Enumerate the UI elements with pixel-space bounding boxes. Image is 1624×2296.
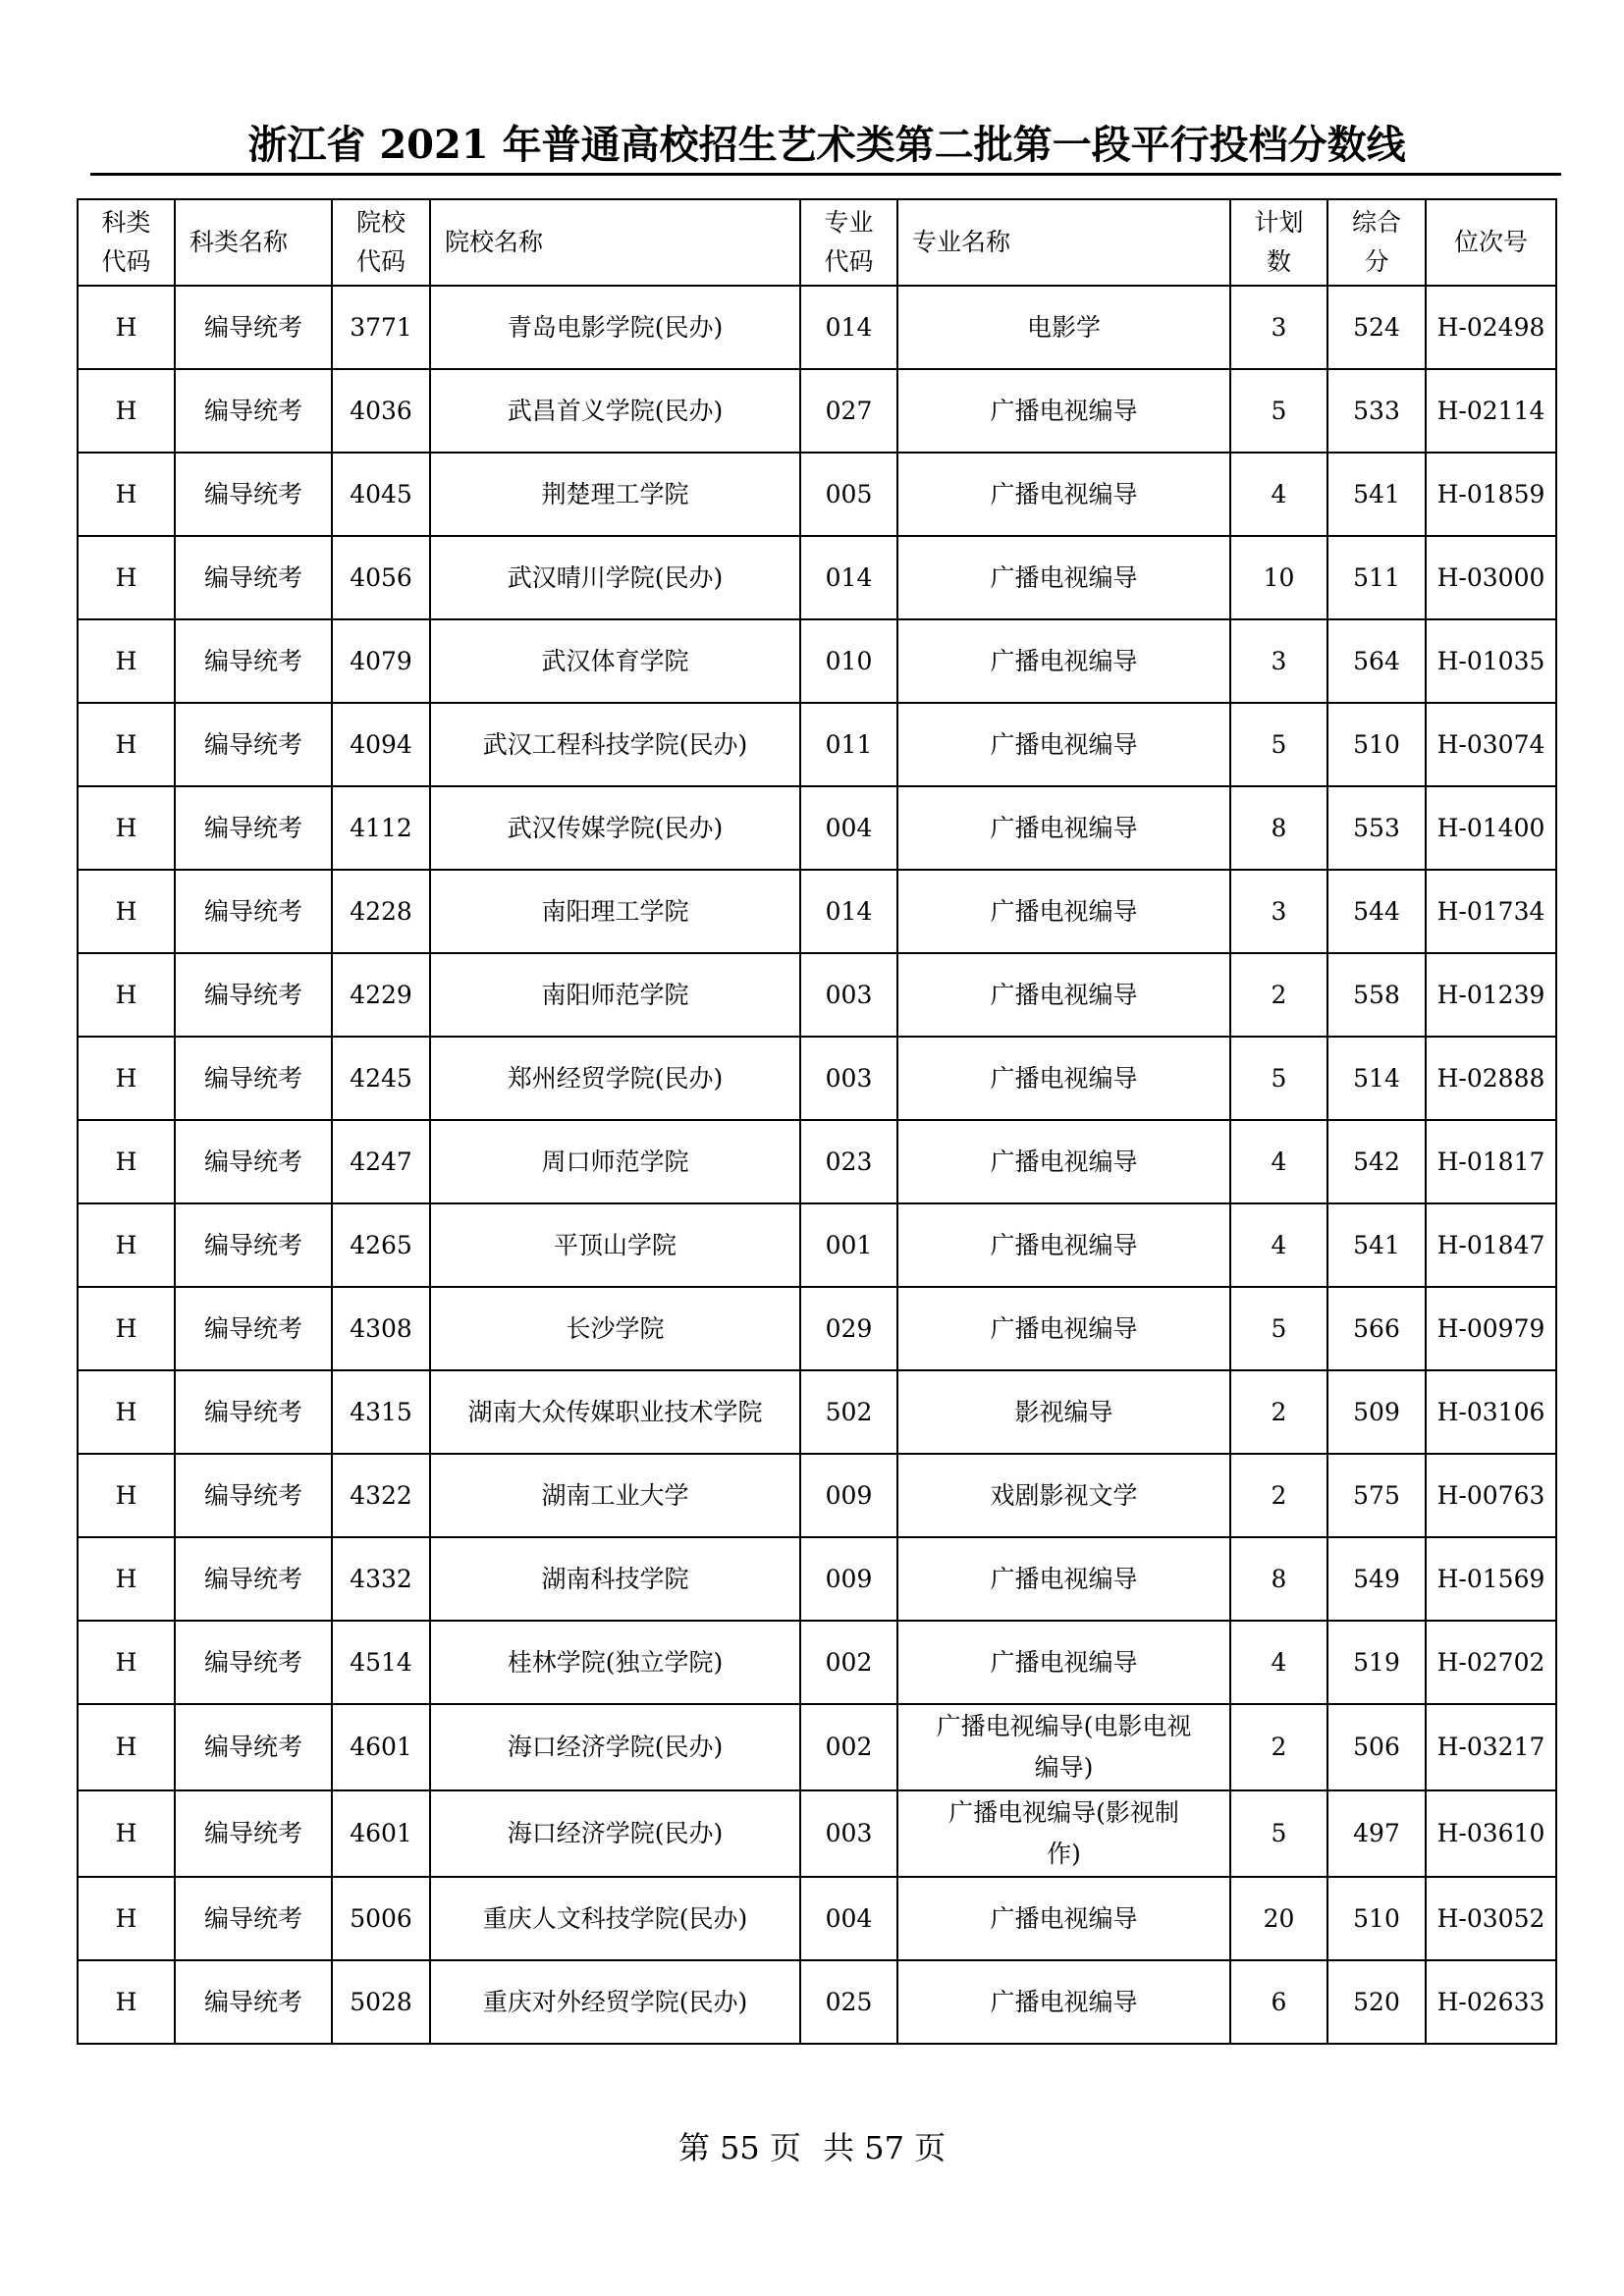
cell-total-score: 553 [1327, 786, 1426, 870]
cell-school-code: 4247 [332, 1120, 430, 1203]
cell-category-code: H [78, 286, 175, 369]
table-row [78, 786, 1556, 870]
cell-rank: H-03000 [1426, 536, 1556, 619]
cell-major-code: 009 [800, 1454, 897, 1537]
table-body [78, 286, 1556, 2044]
cell-major-name: 广播电视编导 [897, 369, 1230, 453]
cell-major-name: 广播电视编导 [897, 1621, 1230, 1704]
cell-category-code: H [78, 953, 175, 1037]
cell-school-name: 武昌首义学院(民办) [430, 369, 800, 453]
cell-school-name: 武汉体育学院 [430, 619, 800, 703]
cell-category-name: 编导统考 [175, 1790, 332, 1877]
cell-rank: H-01239 [1426, 953, 1556, 1037]
cell-school-code: 4112 [332, 786, 430, 870]
table-row [78, 1537, 1556, 1621]
cell-category-name: 编导统考 [175, 1203, 332, 1287]
cell-plan-count: 3 [1230, 870, 1327, 953]
header-category-name: 科类名称 [175, 199, 332, 286]
cell-major-name: 广播电视编导 [897, 453, 1230, 536]
cell-school-code: 4245 [332, 1037, 430, 1120]
cell-total-score: 541 [1327, 1203, 1426, 1287]
cell-rank: H-03217 [1426, 1704, 1556, 1790]
cell-school-name: 重庆对外经贸学院(民办) [430, 1960, 800, 2044]
cell-school-code: 4315 [332, 1370, 430, 1454]
cell-major-name: 广播电视编导(电影电视 编导) [897, 1704, 1230, 1790]
cell-plan-count: 2 [1230, 1370, 1327, 1454]
table-row [78, 369, 1556, 453]
cell-category-name: 编导统考 [175, 1704, 332, 1790]
cell-major-name: 广播电视编导 [897, 619, 1230, 703]
cell-major-name: 广播电视编导 [897, 703, 1230, 786]
cell-total-score: 509 [1327, 1370, 1426, 1454]
table-row [78, 870, 1556, 953]
table-row [78, 1621, 1556, 1704]
cell-total-score: 558 [1327, 953, 1426, 1037]
cell-rank: H-02702 [1426, 1621, 1556, 1704]
cell-school-code: 3771 [332, 286, 430, 369]
cell-category-code: H [78, 786, 175, 870]
cell-major-code: 004 [800, 786, 897, 870]
cell-major-name: 广播电视编导 [897, 1877, 1230, 1960]
cell-category-code: H [78, 1203, 175, 1287]
cell-school-name: 重庆人文科技学院(民办) [430, 1877, 800, 1960]
cell-plan-count: 2 [1230, 1704, 1327, 1790]
table-row [78, 1877, 1556, 1960]
cell-school-name: 郑州经贸学院(民办) [430, 1037, 800, 1120]
table-row [78, 1960, 1556, 2044]
cell-category-code: H [78, 1370, 175, 1454]
cell-category-name: 编导统考 [175, 1370, 332, 1454]
cell-major-code: 014 [800, 536, 897, 619]
cell-plan-count: 8 [1230, 786, 1327, 870]
cell-major-name: 戏剧影视文学 [897, 1454, 1230, 1537]
cell-category-code: H [78, 1287, 175, 1370]
cell-category-code: H [78, 1537, 175, 1621]
header-plan-count: 计划 数 [1230, 199, 1327, 286]
cell-rank: H-01859 [1426, 453, 1556, 536]
cell-major-code: 009 [800, 1537, 897, 1621]
cell-category-name: 编导统考 [175, 286, 332, 369]
cell-major-code: 011 [800, 703, 897, 786]
cell-rank: H-00763 [1426, 1454, 1556, 1537]
cell-category-name: 编导统考 [175, 786, 332, 870]
cell-category-name: 编导统考 [175, 1037, 332, 1120]
header-category-code: 科类 代码 [78, 199, 175, 286]
cell-school-code: 5006 [332, 1877, 430, 1960]
cell-category-name: 编导统考 [175, 953, 332, 1037]
document-title: 浙江省 2021 年普通高校招生艺术类第二批第一段平行投档分数线 [247, 122, 1406, 168]
cell-school-name: 荆楚理工学院 [430, 453, 800, 536]
cell-category-name: 编导统考 [175, 369, 332, 453]
cell-total-score: 564 [1327, 619, 1426, 703]
cell-school-code: 4322 [332, 1454, 430, 1537]
cell-total-score: 544 [1327, 870, 1426, 953]
cell-plan-count: 2 [1230, 953, 1327, 1037]
cell-school-code: 5028 [332, 1960, 430, 2044]
cell-total-score: 510 [1327, 1877, 1426, 1960]
cell-rank: H-03052 [1426, 1877, 1556, 1960]
cell-major-code: 003 [800, 1037, 897, 1120]
cell-rank: H-03106 [1426, 1370, 1556, 1454]
cell-major-name: 广播电视编导 [897, 1537, 1230, 1621]
cell-category-code: H [78, 1790, 175, 1877]
cell-category-name: 编导统考 [175, 1454, 332, 1537]
cell-major-name: 广播电视编导 [897, 870, 1230, 953]
cell-plan-count: 5 [1230, 703, 1327, 786]
cell-category-code: H [78, 369, 175, 453]
cell-plan-count: 5 [1230, 1037, 1327, 1120]
cell-category-name: 编导统考 [175, 619, 332, 703]
cell-plan-count: 2 [1230, 1454, 1327, 1537]
cell-school-name: 湖南工业大学 [430, 1454, 800, 1537]
cell-category-code: H [78, 703, 175, 786]
table-row [78, 1287, 1556, 1370]
cell-plan-count: 6 [1230, 1960, 1327, 2044]
cell-category-name: 编导统考 [175, 453, 332, 536]
cell-plan-count: 4 [1230, 1621, 1327, 1704]
header-total-score: 综合 分 [1327, 199, 1426, 286]
cell-school-name: 海口经济学院(民办) [430, 1704, 800, 1790]
cell-school-code: 4308 [332, 1287, 430, 1370]
cell-major-code: 003 [800, 1790, 897, 1877]
cell-school-code: 4036 [332, 369, 430, 453]
cell-total-score: 511 [1327, 536, 1426, 619]
cell-plan-count: 8 [1230, 1537, 1327, 1621]
cell-total-score: 549 [1327, 1537, 1426, 1621]
cell-category-code: H [78, 1621, 175, 1704]
cell-category-name: 编导统考 [175, 870, 332, 953]
header-rank: 位次号 [1426, 199, 1556, 286]
table-row [78, 1203, 1556, 1287]
cell-rank: H-03610 [1426, 1790, 1556, 1877]
cell-major-code: 029 [800, 1287, 897, 1370]
cell-major-code: 010 [800, 619, 897, 703]
cell-category-name: 编导统考 [175, 1287, 332, 1370]
cell-school-code: 4332 [332, 1537, 430, 1621]
cell-category-name: 编导统考 [175, 703, 332, 786]
cell-plan-count: 5 [1230, 1790, 1327, 1877]
cell-rank: H-03074 [1426, 703, 1556, 786]
cell-school-name: 桂林学院(独立学院) [430, 1621, 800, 1704]
table-row [78, 703, 1556, 786]
cell-total-score: 497 [1327, 1790, 1426, 1877]
table-row [78, 536, 1556, 619]
table-row [78, 1790, 1556, 1877]
cell-category-code: H [78, 536, 175, 619]
cell-major-name: 广播电视编导 [897, 1037, 1230, 1120]
cell-major-name: 广播电视编导 [897, 536, 1230, 619]
cell-category-name: 编导统考 [175, 1621, 332, 1704]
cell-plan-count: 4 [1230, 1120, 1327, 1203]
table-row [78, 953, 1556, 1037]
cell-school-name: 湖南大众传媒职业技术学院 [430, 1370, 800, 1454]
cell-school-code: 4079 [332, 619, 430, 703]
cell-school-name: 武汉传媒学院(民办) [430, 786, 800, 870]
cell-major-code: 027 [800, 369, 897, 453]
table-row [78, 286, 1556, 369]
cell-plan-count: 5 [1230, 1287, 1327, 1370]
cell-category-name: 编导统考 [175, 1120, 332, 1203]
cell-category-code: H [78, 870, 175, 953]
cell-total-score: 510 [1327, 703, 1426, 786]
cell-total-score: 519 [1327, 1621, 1426, 1704]
table-row [78, 1370, 1556, 1454]
cell-major-code: 502 [800, 1370, 897, 1454]
table-header-row [78, 199, 1556, 286]
header-major-name: 专业名称 [897, 199, 1230, 286]
cell-total-score: 524 [1327, 286, 1426, 369]
cell-major-name: 广播电视编导 [897, 1120, 1230, 1203]
cell-school-code: 4601 [332, 1704, 430, 1790]
cell-rank: H-01569 [1426, 1537, 1556, 1621]
title-underline [90, 173, 1561, 176]
cell-rank: H-01817 [1426, 1120, 1556, 1203]
cell-school-code: 4056 [332, 536, 430, 619]
cell-rank: H-00979 [1426, 1287, 1556, 1370]
cell-category-name: 编导统考 [175, 536, 332, 619]
cell-major-code: 002 [800, 1704, 897, 1790]
cell-major-code: 025 [800, 1960, 897, 2044]
cell-total-score: 514 [1327, 1037, 1426, 1120]
cell-school-code: 4228 [332, 870, 430, 953]
cell-total-score: 533 [1327, 369, 1426, 453]
cell-rank: H-02498 [1426, 286, 1556, 369]
cell-plan-count: 5 [1230, 369, 1327, 453]
cell-plan-count: 4 [1230, 1203, 1327, 1287]
cell-major-code: 014 [800, 870, 897, 953]
cell-total-score: 566 [1327, 1287, 1426, 1370]
cell-major-code: 014 [800, 286, 897, 369]
cell-total-score: 506 [1327, 1704, 1426, 1790]
cell-school-name: 周口师范学院 [430, 1120, 800, 1203]
cell-rank: H-01400 [1426, 786, 1556, 870]
cell-school-code: 4229 [332, 953, 430, 1037]
cell-school-name: 海口经济学院(民办) [430, 1790, 800, 1877]
cell-plan-count: 4 [1230, 453, 1327, 536]
cell-rank: H-01035 [1426, 619, 1556, 703]
cell-school-name: 武汉工程科技学院(民办) [430, 703, 800, 786]
admission-score-table [77, 198, 1557, 2045]
cell-major-code: 004 [800, 1877, 897, 1960]
cell-major-name: 广播电视编导 [897, 953, 1230, 1037]
table-row [78, 1454, 1556, 1537]
page-footer [0, 2128, 1624, 2167]
cell-plan-count: 3 [1230, 286, 1327, 369]
cell-major-code: 005 [800, 453, 897, 536]
cell-major-code: 001 [800, 1203, 897, 1287]
cell-rank: H-02888 [1426, 1037, 1556, 1120]
total-pages: 共 57 页 [823, 2129, 947, 2166]
table-row [78, 1037, 1556, 1120]
cell-major-code: 003 [800, 953, 897, 1037]
cell-major-name: 广播电视编导 [897, 1203, 1230, 1287]
cell-major-name: 广播电视编导 [897, 1287, 1230, 1370]
cell-school-name: 南阳理工学院 [430, 870, 800, 953]
cell-category-code: H [78, 619, 175, 703]
cell-school-code: 4601 [332, 1790, 430, 1877]
cell-major-code: 023 [800, 1120, 897, 1203]
cell-major-code: 002 [800, 1621, 897, 1704]
cell-school-code: 4094 [332, 703, 430, 786]
cell-total-score: 575 [1327, 1454, 1426, 1537]
cell-category-code: H [78, 1120, 175, 1203]
table-row [78, 453, 1556, 536]
cell-category-code: H [78, 1877, 175, 1960]
cell-school-code: 4045 [332, 453, 430, 536]
header-major-code: 专业 代码 [800, 199, 897, 286]
cell-category-code: H [78, 453, 175, 536]
cell-total-score: 520 [1327, 1960, 1426, 2044]
cell-plan-count: 10 [1230, 536, 1327, 619]
cell-school-name: 青岛电影学院(民办) [430, 286, 800, 369]
cell-school-name: 湖南科技学院 [430, 1537, 800, 1621]
cell-category-code: H [78, 1960, 175, 2044]
cell-category-name: 编导统考 [175, 1877, 332, 1960]
header-school-code: 院校 代码 [332, 199, 430, 286]
table-row [78, 619, 1556, 703]
cell-category-code: H [78, 1454, 175, 1537]
cell-school-name: 平顶山学院 [430, 1203, 800, 1287]
page-number: 第 55 页 [677, 2129, 801, 2166]
cell-school-code: 4265 [332, 1203, 430, 1287]
cell-school-name: 南阳师范学院 [430, 953, 800, 1037]
cell-category-code: H [78, 1037, 175, 1120]
cell-major-name: 广播电视编导(影视制 作) [897, 1790, 1230, 1877]
cell-plan-count: 20 [1230, 1877, 1327, 1960]
cell-category-code: H [78, 1704, 175, 1790]
cell-total-score: 542 [1327, 1120, 1426, 1203]
table-row [78, 1704, 1556, 1790]
cell-rank: H-01734 [1426, 870, 1556, 953]
cell-major-name: 广播电视编导 [897, 1960, 1230, 2044]
cell-major-name: 广播电视编导 [897, 786, 1230, 870]
cell-school-name: 长沙学院 [430, 1287, 800, 1370]
cell-major-name: 电影学 [897, 286, 1230, 369]
cell-total-score: 541 [1327, 453, 1426, 536]
cell-rank: H-02633 [1426, 1960, 1556, 2044]
cell-category-name: 编导统考 [175, 1960, 332, 2044]
cell-rank: H-01847 [1426, 1203, 1556, 1287]
cell-plan-count: 3 [1230, 619, 1327, 703]
header-school-name: 院校名称 [430, 199, 800, 286]
cell-school-code: 4514 [332, 1621, 430, 1704]
cell-category-name: 编导统考 [175, 1537, 332, 1621]
cell-rank: H-02114 [1426, 369, 1556, 453]
table-row [78, 1120, 1556, 1203]
cell-major-name: 影视编导 [897, 1370, 1230, 1454]
cell-school-name: 武汉晴川学院(民办) [430, 536, 800, 619]
